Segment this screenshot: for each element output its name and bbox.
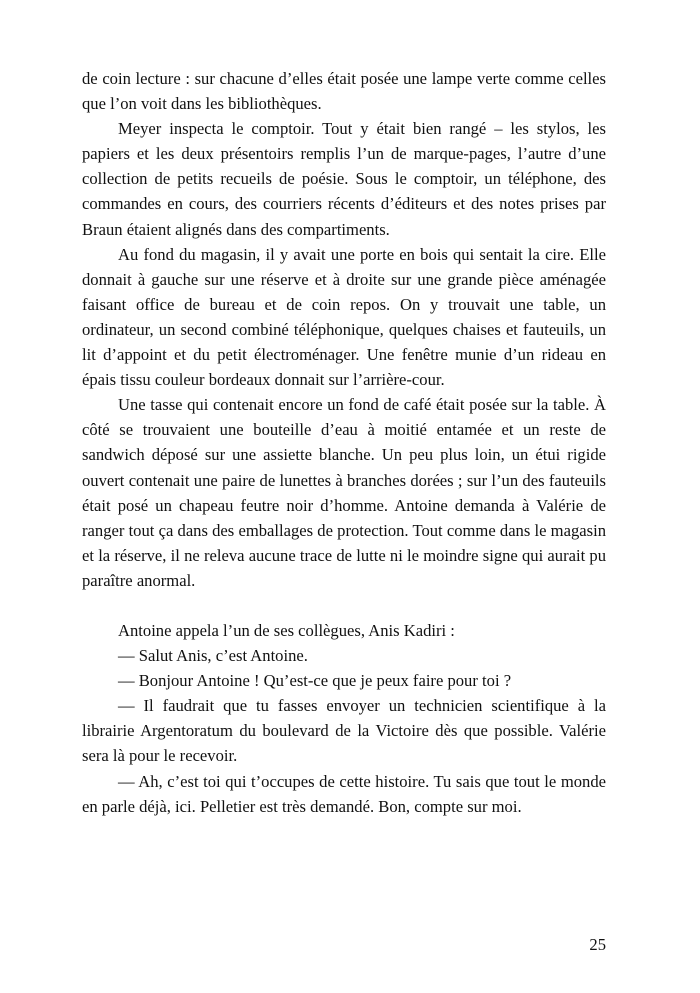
dialogue-line-1: — Salut Anis, c’est Antoine. — [118, 646, 308, 666]
page-number: 25 — [589, 935, 606, 954]
dialogue-line-3: — Il faudrait que tu fasses envoyer un technicien scientifique à la librairie Argentoratum du boulevard de la Victoire dès que possible. Valérie sera là pour le recevoir. — [82, 696, 606, 766]
paragraph-5: Antoine appela l’un de ses collègues, Anis Kadiri : — [118, 620, 455, 640]
dialogue-line-2: — Bonjour Antoine ! Qu’est-ce que je peux faire pour toi ? — [118, 671, 512, 691]
body-text — [82, 66, 606, 819]
section-break — [82, 593, 606, 618]
paragraph-4: Une tasse qui contenait encore un fond de café était posée sur la table. À côté se trouvaient une bouteille d’eau à moitié entamée et un reste de sandwich déposé sur une assiette blanche. Un peu plus loin, un étui rigide ouvert contenait une paire de lunettes à branches dorées ; sur l’un des fauteuils était posé un chapeau feutre noir d’homme. Antoine demanda à Valérie de ranger tout ça dans des emballages de protection. Tout comme dans le magasin et la réserve, il ne releva aucune trace de lutte ni le moindre signe qui aurait pu paraître anormal. — [82, 395, 606, 590]
paragraph-3: Au fond du magasin, il y avait une porte en bois qui sentait la cire. Elle donnait à gauche sur une réserve et à droite sur une grande pièce aménagée faisant office de bureau et de coin repos. On y trouvait une table, un ordinateur, un second combiné téléphonique, quelques chaises et fauteuils, un lit d’appoint et du petit électroménager. Une fenêtre munie d’un rideau en épais tissu couleur bordeaux donnait sur l’arrière-cour. — [82, 244, 606, 390]
paragraph-2: Meyer inspecta le comptoir. Tout y était bien rangé – les stylos, les papiers et les deux présentoirs remplis l’un de marque-pages, l’autre d’une collection de petits recueils de poésie. Sous le comptoir, un téléphone, des commandes en cours, des courriers récents d’éditeurs et des notes prises par Braun étaient alignés dans des compartiments. — [82, 119, 606, 239]
paragraph-1: de coin lecture : sur chacune d’elles était posée une lampe verte comme celles que l’on voit dans les bibliothèques. — [82, 69, 606, 114]
dialogue-line-4: — Ah, c’est toi qui t’occupes de cette histoire. Tu sais que tout le monde en parle déjà, ici. Pelletier est très demandé. Bon, compte sur moi. — [82, 771, 606, 816]
